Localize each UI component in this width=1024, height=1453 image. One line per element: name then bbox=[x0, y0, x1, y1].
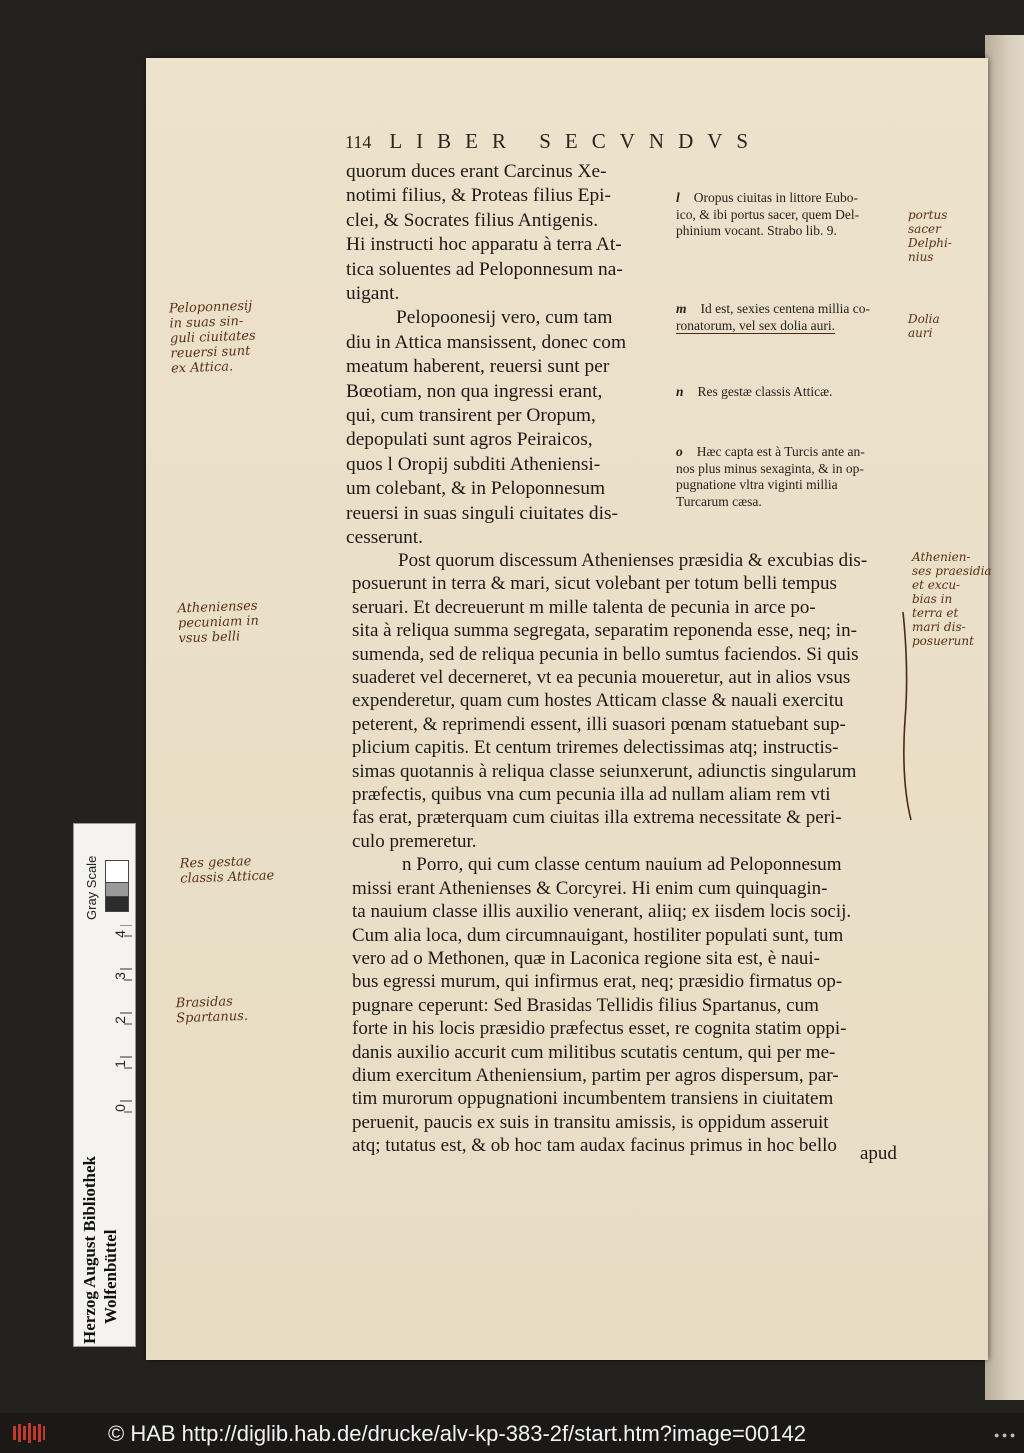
note-line: Hæc capta est à Turcis ante an- bbox=[696, 444, 865, 459]
body-line: peruenit, paucis ex suis in transitu amissis, is oppidum asseruit bbox=[352, 1111, 829, 1133]
body-line: bus egressi murum, qui infirmus erat, neq; præsidio firmatus op- bbox=[352, 971, 843, 993]
running-header bbox=[345, 129, 825, 154]
gray-swatch-white bbox=[105, 860, 129, 884]
body-line: fas erat, præterquam cum ciuitas illa extrema necessitate & peri- bbox=[352, 807, 842, 829]
body-line: posuerunt in terra & mari, sicut volebant per totum belli tempus bbox=[352, 573, 837, 595]
marginal-note-left bbox=[169, 299, 257, 377]
note-line: Oropus ciuitas in littore Eubo- bbox=[693, 190, 858, 205]
handwritten-line: Athenienses bbox=[177, 598, 258, 617]
body-line: ta nauium classe illis auxilio venerant, aliiq; ex iisdem locis socij. bbox=[352, 901, 852, 923]
handwritten-line: guli ciuitates bbox=[169, 328, 256, 347]
body-line: atq; tutatus est, & ob hoc tam audax facinus primus in hoc bello bbox=[352, 1135, 837, 1157]
body-line: suaderet vel decerneret, vt ea pecunia moueretur, aut in alios vsus bbox=[352, 667, 851, 689]
handwritten-line: Peloponnesij bbox=[168, 298, 253, 317]
footer-bar bbox=[0, 1413, 1024, 1453]
main-line: Bœotiam, non qua ingressi erant, bbox=[346, 380, 603, 402]
main-line: notimi filius, & Proteas filius Epi- bbox=[346, 185, 611, 207]
marginal-note-left bbox=[175, 994, 248, 1026]
handwritten-line: classis Atticae bbox=[180, 868, 275, 887]
handwritten-line: Delphi- bbox=[908, 236, 952, 250]
marginal-note-right bbox=[908, 312, 940, 340]
note-line: ico, & ibi portus sacer, quem Del- bbox=[676, 206, 860, 222]
body-line: n Porro, qui cum classe centum nauium ad Peloponnesum bbox=[402, 854, 842, 876]
body-line: Cum alia loca, dum circumnauigant, hostiliter populati sunt, tum bbox=[352, 924, 844, 946]
gray-swatch-dark bbox=[105, 896, 129, 912]
note-mark: m bbox=[676, 301, 687, 316]
marginal-note-left bbox=[177, 599, 259, 647]
note-mark: l bbox=[676, 190, 680, 205]
body-line: Post quorum discessum Athenienses præsidia & excubias dis- bbox=[398, 550, 868, 571]
main-line: cesserunt. bbox=[346, 527, 423, 549]
page-number: 114 bbox=[345, 132, 372, 152]
body-line: dium exercitum Atheniensium, partim per agros dispersum, par- bbox=[352, 1064, 839, 1086]
handwritten-line: nius bbox=[908, 250, 934, 264]
note-line: Res gestæ classis Atticæ. bbox=[697, 384, 833, 399]
main-line: tica soluentes ad Peloponnesum na- bbox=[346, 258, 623, 280]
body-line: tim murorum oppugnationi incumbentem transiens in ciuitatem bbox=[352, 1088, 834, 1110]
main-line: um colebant, & in Peloponnesum bbox=[346, 478, 606, 500]
side-note-l bbox=[676, 190, 904, 240]
main-line: quos l Oropij subditi Atheniensi- bbox=[346, 453, 601, 475]
gray-scale-label: Gray Scale bbox=[84, 855, 99, 920]
side-note-n bbox=[676, 384, 904, 401]
main-line: clei, & Socrates filius Antigenis. bbox=[346, 209, 599, 231]
copyright-url[interactable]: © HAB http://diglib.hab.de/drucke/alv-kp-383-2f/start.htm?image=00142 bbox=[108, 1421, 806, 1446]
handwritten-line: Brasidas bbox=[175, 994, 234, 1012]
body-line: vero ad o Methonen, quæ in Laconica regione sita est, è naui- bbox=[352, 947, 820, 969]
handwritten-line: pecuniam in bbox=[177, 613, 260, 632]
main-line: reuersi in suas singuli ciuitates dis- bbox=[346, 502, 618, 524]
ruler-ticks bbox=[120, 925, 132, 1125]
handwritten-line: reuersi sunt bbox=[170, 343, 251, 362]
note-line: ronatorum, vel sex dolia auri. bbox=[676, 317, 835, 333]
body-line: pugnare ceperunt: Sed Brasidas Tellidis filius Spartanus, cum bbox=[352, 994, 819, 1016]
handwritten-line: Athenien- bbox=[912, 550, 971, 564]
main-line: Pelopoonesij vero, cum tam bbox=[396, 307, 613, 329]
main-line: quorum duces erant Carcinus Xe- bbox=[346, 161, 607, 182]
handwritten-line: Spartanus. bbox=[176, 1008, 249, 1027]
note-line: phinium vocant. Strabo lib. 9. bbox=[676, 223, 837, 238]
handwritten-line: et excu- bbox=[912, 578, 961, 592]
handwritten-line: Res gestae bbox=[179, 854, 252, 872]
ruler-number: 0 bbox=[111, 1104, 128, 1112]
body-line: plicium capitis. Et centum triremes delectissimas atq; instructis- bbox=[352, 737, 839, 759]
note-line: pugnatione vltra viginti millia bbox=[676, 477, 838, 492]
handwritten-line: mari dis- bbox=[912, 620, 966, 634]
marginal-note-left bbox=[180, 853, 275, 886]
running-title: LIBER SECVNDVS bbox=[389, 129, 763, 153]
main-column bbox=[346, 160, 661, 551]
marginal-note-right bbox=[908, 208, 952, 264]
ruler-number: 1 bbox=[111, 1060, 128, 1068]
body-line: peterent, & reprimendi essent, illi suasori pœnam statuebant sup- bbox=[352, 713, 846, 735]
body-line: culo premeretur. bbox=[352, 830, 477, 852]
note-mark: n bbox=[676, 384, 684, 399]
main-line: depopulati sunt agros Peiraicos, bbox=[346, 429, 593, 451]
body-line: simas quotannis à reliqua classe seiunxerunt, adiunctis singularum bbox=[352, 760, 857, 782]
ruler-number: 2 bbox=[111, 1016, 128, 1024]
handwritten-line: vsus belli bbox=[178, 629, 241, 647]
dots-icon: ● ● ● bbox=[994, 1430, 1016, 1440]
note-mark: o bbox=[676, 444, 683, 459]
handwritten-line: posuerunt bbox=[912, 634, 974, 648]
main-line: uigant. bbox=[346, 283, 400, 305]
handwritten-line: ses praesidia bbox=[912, 564, 992, 578]
note-line: Turcarum cæsa. bbox=[676, 493, 762, 509]
side-note-m bbox=[676, 301, 904, 334]
handwritten-line: ex Attica. bbox=[170, 359, 234, 377]
note-line: Id est, sexies centena millia co- bbox=[700, 301, 870, 316]
body-paragraphs bbox=[352, 549, 904, 1158]
body-line: sumenda, sed de reliqua pecunia in bello sumtus faciendos. Si quis bbox=[352, 643, 859, 665]
body-line: præfectis, quibus vna cum pecunia illa ad nullam aliam rem vti bbox=[352, 784, 831, 806]
ruler-number: 4 bbox=[111, 930, 128, 938]
handwritten-line: auri bbox=[908, 326, 933, 340]
side-note-o bbox=[676, 444, 904, 510]
body-line: sita à reliqua summa segregata, separatim reponenda esse, neq; in- bbox=[352, 620, 857, 642]
handwritten-line: in suas sin- bbox=[169, 313, 244, 332]
facing-page-edge bbox=[985, 35, 1024, 1400]
handwritten-line: Dolia bbox=[908, 312, 940, 326]
note-line: nos plus minus sexaginta, & in op- bbox=[676, 460, 864, 476]
ruler-label-line2: Wolfenbüttel bbox=[101, 1229, 120, 1324]
body-line: forte in his locis præsidio præfectus esset, re cognita statim oppi- bbox=[352, 1018, 847, 1040]
main-line: diu in Attica mansissent, donec com bbox=[346, 331, 627, 353]
main-line: meatum haberent, reuersi sunt per bbox=[346, 356, 610, 378]
ruler-number: 3 bbox=[111, 972, 128, 980]
ruler-label-line1: Herzog August Bibliothek bbox=[80, 1156, 99, 1344]
bracket-mark bbox=[895, 610, 925, 825]
hab-logo-icon bbox=[12, 1422, 46, 1444]
body-line: missi erant Athenienses & Corcyrei. Hi enim cum quinquagin- bbox=[352, 877, 828, 899]
catchword: apud bbox=[860, 1143, 897, 1164]
body-line: expenderetur, quam cum hostes Atticam classe & nauali exercitu bbox=[352, 690, 844, 712]
handwritten-line: portus bbox=[908, 208, 948, 222]
handwritten-line: sacer bbox=[908, 222, 941, 236]
main-line: qui, cum transirent per Oropum, bbox=[346, 405, 596, 427]
handwritten-line: terra et bbox=[912, 606, 959, 620]
main-line: Hi instructi hoc apparatu à terra At- bbox=[346, 234, 622, 256]
body-line: danis auxilio accurit cum militibus scutatis centum, qui per me- bbox=[352, 1041, 836, 1063]
handwritten-line: bias in bbox=[912, 592, 953, 606]
body-line: seruari. Et decreuerunt m mille talenta de pecunia in arce po- bbox=[352, 596, 816, 618]
